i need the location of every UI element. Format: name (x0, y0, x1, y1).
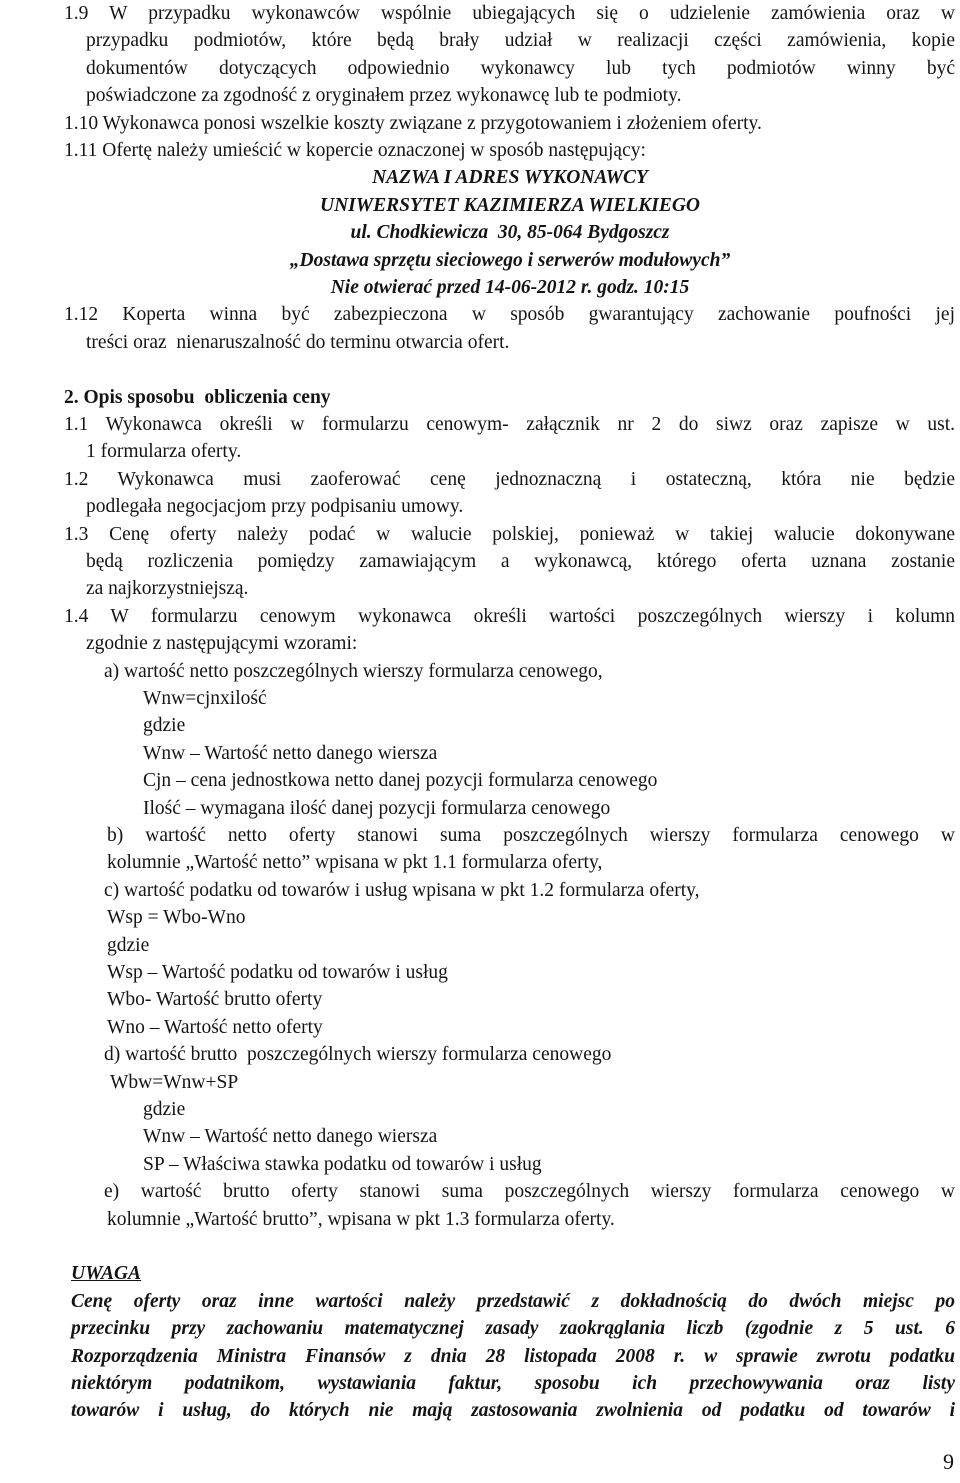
text-line: NAZWA I ADRES WYKONAWCY (372, 167, 648, 189)
text-line: 1.12 Koperta winna być zabezpieczona w sposób gwarantujący zachowanie poufności jej (64, 304, 955, 326)
text-line: Wno – Wartość netto oferty (107, 1016, 323, 1038)
text-line: e) wartość brutto oferty stanowi suma poszczególnych wierszy formularza cenowego w (104, 1181, 955, 1203)
text-line: „Dostawa sprzętu sieciowego i serwerów modułowych” (289, 249, 731, 271)
text-line: treści oraz nienaruszalność do terminu otwarcia ofert. (86, 331, 510, 353)
text-line: b) wartość netto oferty stanowi suma poszczególnych wierszy formularza cenowego w (107, 825, 955, 846)
text-line: zgodnie z następującymi wzorami: (86, 633, 358, 655)
text-line: Wnw – Wartość netto danego wiersza (143, 742, 438, 764)
text-line: za najkorzystniejszą. (86, 578, 249, 600)
text-line: 2. Opis sposobu obliczenia ceny (64, 386, 331, 408)
text-line: 1.2 Wykonawca musi zaoferować cenę jednoznaczną i ostateczną, która nie będzie (64, 468, 955, 490)
text-line: d) wartość brutto poszczególnych wierszy formularza cenowego (104, 1044, 612, 1066)
text-line: Ilość – wymagana ilość danej pozycji formularza cenowego (143, 797, 611, 819)
text-line: a) wartość netto poszczególnych wierszy formularza cenowego, (104, 660, 603, 682)
text-line: Cenę oferty oraz inne wartości należy przedstawić z dokładnością do dwóch miejsc po (71, 1290, 955, 1312)
text-line: poświadczone za zgodność z oryginałem przez wykonawcę lub te podmioty. (86, 85, 682, 107)
text-line: UNIWERSYTET KAZIMIERZA WIELKIEGO (320, 194, 700, 216)
text-line: 1.10 Wykonawca ponosi wszelkie koszty związane z przygotowaniem i złożeniem oferty. (64, 112, 762, 134)
text-line: Wnw – Wartość netto danego wiersza (143, 1126, 438, 1148)
text-line: ul. Chodkiewicza 30, 85-064 Bydgoszcz (350, 222, 670, 244)
text-line: gdzie (107, 934, 150, 956)
text-line: kolumnie „Wartość brutto”, wpisana w pkt 1.3 formularza oferty. (107, 1208, 615, 1230)
text-line: podlegała negocjacjom przy podpisaniu umowy. (86, 496, 464, 518)
text-line: Wsp = Wbo-Wno (107, 907, 246, 929)
text-line: Nie otwierać przed 14-06-2012 r. godz. 10:15 (330, 277, 690, 298)
text-line: dokumentów dotyczących odpowiednio wykonawcy lub tych podmiotów winny być (86, 57, 955, 79)
text-line: gdzie (143, 715, 186, 737)
text-line: Wnw=cjnxilość (143, 688, 267, 709)
text-line: gdzie (143, 1099, 186, 1120)
text-line: Wbo- Wartość brutto oferty (107, 989, 323, 1011)
text-line: przecinku przy zachowaniu matematycznej zasady zaokrąglania liczb (zgodnie z 5 ust. 6 (71, 1318, 955, 1340)
text-line: 1.9 W przypadku wykonawców wspólnie ubiegających się o udzielenie zamówienia oraz w (64, 3, 955, 24)
text-line: 1.4 W formularzu cenowym wykonawca określi wartości poszczególnych wierszy i kolumn (64, 605, 955, 627)
text-line: 1 formularza oferty. (86, 441, 242, 463)
text-line: kolumnie „Wartość netto” wpisana w pkt 1.1 formularza oferty, (107, 852, 603, 874)
text-line: Wbw=Wnw+SP (110, 1071, 239, 1093)
text-line: SP – Właściwa stawka podatku od towarów i usług (143, 1153, 542, 1175)
text-line: Cjn – cena jednostkowa netto danej pozycji formularza cenowego (143, 770, 658, 792)
text-line: c) wartość podatku od towarów i usług wpisana w pkt 1.2 formularza oferty, (104, 879, 700, 901)
text-line: 1.11 Ofertę należy umieścić w kopercie oznaczonej w sposób następujący: (64, 140, 646, 161)
text-line: Wsp – Wartość podatku od towarów i usług (107, 962, 448, 983)
text-line: będą rozliczenia pomiędzy zamawiającym a wykonawcą, którego oferta uznana zostanie (86, 551, 955, 572)
text-line: 1.1 Wykonawca określi w formularzu cenowym- załącznik nr 2 do siwz oraz zapisze w ust. (64, 414, 955, 435)
text-line: UWAGA (71, 1263, 142, 1285)
text-line: 1.3 Cenę oferty należy podać w walucie polskiej, ponieważ w takiej walucie dokonywane (64, 523, 955, 545)
text-line: Rozporządzenia Ministra Finansów z dnia 28 listopada 2008 r. w sprawie zwrotu podatku (71, 1345, 955, 1367)
text-line: towarów i usług, do których nie mają zastosowania zwolnienia od podatku od towarów i (71, 1400, 955, 1422)
page-number: 9 (943, 1449, 954, 1474)
text-line: niektórym podatnikom, wystawiania faktur, sposobu ich przechowywania oraz listy (71, 1373, 955, 1394)
text-line: przypadku podmiotów, które będą brały udział w realizacji części zamówienia, kopie (86, 30, 955, 52)
